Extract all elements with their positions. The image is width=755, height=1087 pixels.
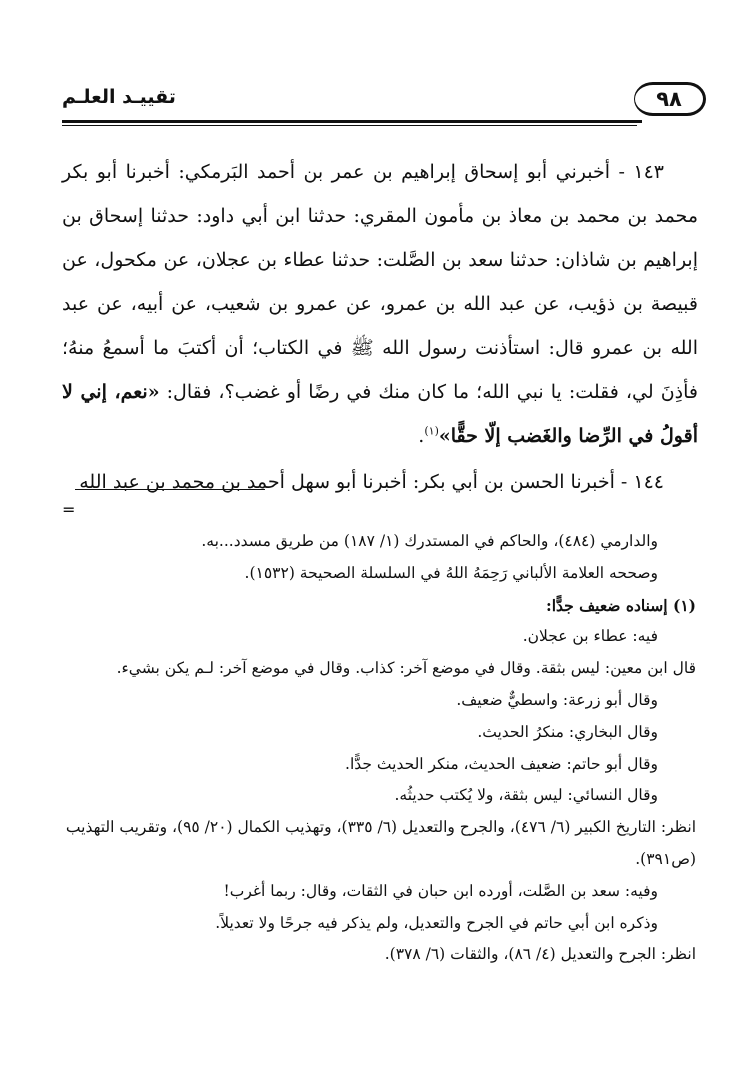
footnote-continuation-line: والدارمي (٤٨٤)، والحاكم في المستدرك (١/ ١٨٧) من طريق مسدد...به. [201,532,658,550]
footnotes [62,526,696,971]
main-text [62,150,698,504]
footnote-line: انظر: الجرح والتعديل (٤/ ٨٦)، والثقات (٦/ ٣٧٨). [384,945,696,964]
footnote-line: وقال النسائي: ليس بثقة، ولا يُكتب حديثُه. [394,786,658,805]
paragraph-143-text: ١٤٣ - أخبرني أبو إسحاق إبراهيم بن عمر بن أحمد البَرمكي: أخبرنا أبو بكر محمد بن محمد بن معاذ بن مأمون المقري: حدثنا ابن أبي داود: حدثنا إسحاق بن إبراهيم بن شاذان: حدثنا سعد بن الصَّلت: حدثنا عطاء بن عجلان، عن مكحول، عن قبيصة بن ذؤيب، عن عبد الله بن عمرو، عن عمرو بن شعيب، عن أبيه، عن عبد الله بن عمرو قال: استأذنت رسول الله ﷺ في الكتاب؛ أن أكتبَ ما أسمعُ منهُ؛ فأذِنَ لي، فقلت: يا نبي الله؛ ما كان منك في رضًا أو غضب؟، فقال: [62,161,698,403]
continuation-mark: = [62,500,76,519]
footnote-separator [75,489,265,490]
page-header [62,78,702,118]
page-number: ٩٨ [634,82,706,116]
paragraph-143 [62,150,698,458]
footnote-line: وقال أبو حاتم: ضعيف الحديث، منكر الحديث جدًّا. [345,754,658,773]
footnote-line: وفيه: سعد بن الصَّلت، أورده ابن حبان في الثقات، وقال: ربما أغرب! [223,881,658,900]
header-rule [62,120,642,123]
footnote-line: قال ابن معين: ليس بثقة. وقال في موضع آخر: كذاب. وقال في موضع آخر: لـم يكن بشيء. [116,659,696,678]
footnote-line: وقال البخاري: منكرُ الحديث. [477,722,658,741]
header-rule-thin [62,125,637,126]
footnote-line: انظر: التاريخ الكبير (٦/ ٤٧٦)، والجرح والتعديل (٦/ ٣٣٥)، وتهذيب الكمال (٢٠/ ٩٥)، وتقريب التهذيب (ص٣٩١). [65,818,696,868]
footnote-ref: (١) [424,424,439,438]
footnote-line: فيه: عطاء بن عجلان. [522,627,658,646]
paragraph-144: ١٤٤ - أخبرنا الحسن بن أبي بكر: أخبرنا أبو سهل أحمد بن محمد بن عبد الله [79,471,664,493]
running-title: تقييـد العلـم [62,86,176,108]
paragraph-143-end: . [418,425,425,447]
footnote-line: وذكره ابن أبي حاتم في الجرح والتعديل، ولم يذكر فيه جرحًا ولا تعديلاً. [215,913,658,932]
prophet-quote: «نعم، إني لا أقولُ في الرِّضا والغَضب إلّا حقًّا» [62,381,698,447]
footnote-continuation-line: وصححه العلامة الألباني رَحِمَهُ اللهُ في السلسلة الصحيحة (١٥٣٢). [244,563,658,582]
footnote-line: وقال أبو زرعة: واسطيٌّ ضعيف. [456,690,658,709]
footnote-1-heading: (١) إسناده ضعيف جدًّا: [545,595,696,615]
